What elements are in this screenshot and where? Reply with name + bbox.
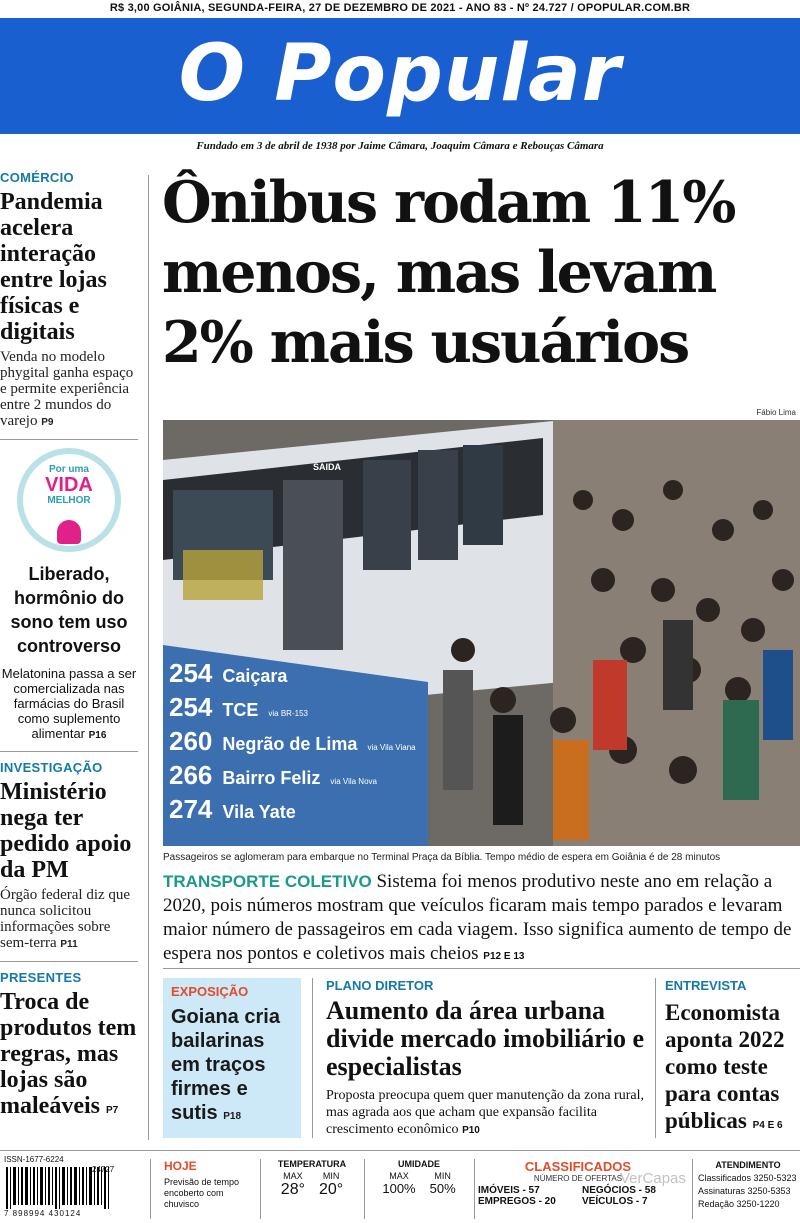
masthead	[0, 18, 800, 134]
classifieds-item: IMÓVEIS - 57	[478, 1185, 540, 1196]
story-headline: Pandemia acelera interação entre lojas físicas e digitais	[0, 189, 107, 345]
sign-line	[169, 658, 419, 692]
weather-label: HOJE	[164, 1159, 197, 1173]
badge-small-text: Por uma	[48, 464, 89, 475]
column-divider	[312, 978, 313, 1138]
story-headline: Liberado, hormônio do sono tem uso controverso	[10, 564, 128, 656]
column-divider	[655, 978, 656, 1138]
section-label: INVESTIGAÇÃO	[0, 760, 103, 775]
lead-story[interactable]	[163, 870, 800, 969]
section-label: PLANO DIRETOR	[326, 978, 434, 993]
route-destination: Vila Yate	[222, 802, 296, 822]
min-humidity: 50%	[429, 1181, 456, 1196]
lead-photo[interactable]	[163, 420, 800, 846]
service-contacts	[698, 1159, 798, 1211]
issn: ISSN-1677-6224	[4, 1155, 64, 1164]
route-destination: Negrão de Lima	[222, 734, 358, 754]
page-ref: P12 E 13	[483, 951, 525, 962]
min-temp: 20°	[319, 1181, 344, 1198]
story-headline: Troca de produtos tem regras, mas lojas são maleáveis P7	[0, 989, 137, 1119]
story-dek: Venda no modelo phygital ganha espaço e permite experiência entre 2 mundos do varejo P9	[0, 349, 134, 429]
route-destination: Caiçara	[222, 666, 288, 686]
story-investigacao[interactable]	[0, 760, 138, 953]
route-number: 260	[169, 726, 213, 756]
divider	[364, 1159, 365, 1219]
divider	[474, 1159, 475, 1219]
temperature-panel	[264, 1159, 360, 1199]
weather-forecast: Previsão de tempo encoberto com chuvisco	[164, 1177, 240, 1209]
badge-big-text: VIDA	[45, 474, 93, 496]
page-ref: P18	[223, 1111, 242, 1122]
sign-line	[169, 692, 419, 726]
divider	[0, 961, 138, 962]
route-number: 254	[169, 692, 213, 722]
edition-line: R$ 3,00 GOIÂNIA, SEGUNDA-FEIRA, 27 DE DEZEMBRO DE 2021 - ANO 83 - Nº 24.727 / OPOPULAR.COM.BR	[109, 2, 691, 14]
max-temp: 28°	[280, 1181, 305, 1198]
classifieds-label: CLASSIFICADOS	[524, 1159, 632, 1174]
person-icon	[57, 520, 81, 544]
story-plano-diretor[interactable]	[326, 978, 646, 1138]
section-label: EXPOSIÇÃO	[171, 984, 249, 999]
classifieds-item: EMPREGOS - 20	[478, 1196, 556, 1207]
bus-saida-label: SAIDA	[313, 462, 342, 472]
classifieds-sub: NÚMERO DE OFERTAS	[533, 1174, 623, 1183]
story-headline: Ministério nega ter pedido apoio da PM	[0, 779, 132, 883]
page-ref: P11	[60, 939, 78, 950]
service-label: ATENDIMENTO	[715, 1160, 781, 1170]
section-label: PRESENTES	[0, 970, 82, 985]
barcode-issue-number: 24727	[92, 1165, 115, 1174]
max-humidity: 100%	[382, 1181, 416, 1196]
temperature-label: TEMPERATURA	[277, 1159, 347, 1169]
destination-sign	[169, 658, 419, 828]
divider	[692, 1159, 693, 1219]
badge-sub-text: MELHOR	[47, 495, 91, 506]
divider	[150, 1159, 151, 1219]
sign-line	[169, 794, 419, 828]
watermark: VerCapas	[620, 1170, 686, 1187]
photo-caption: Passageiros se aglomeram para embarque no Terminal Praça da Bíblia. Tempo médio de espera em Goiânia é de 28 minutos	[163, 852, 721, 863]
story-headline: Aumento da área urbana divide mercado imobiliário e especialistas	[326, 996, 644, 1081]
divider	[163, 968, 800, 969]
route-number: 274	[169, 794, 213, 824]
max-label: MAX	[283, 1171, 303, 1181]
classifieds-item: NEGÓCIOS - 58	[582, 1185, 656, 1196]
story-comercio[interactable]	[0, 170, 138, 431]
lead-kicker: TRANSPORTE COLETIVO	[163, 872, 372, 891]
barcode-number: 7 898994 430124	[4, 1209, 82, 1218]
contact-line: Classificados 3250-5323	[698, 1173, 797, 1183]
story-entrevista[interactable]	[665, 978, 800, 1138]
story-dek: Melatonina passa a ser comercializada nas farmácias do Brasil como suplemento alimentar P16	[1, 666, 137, 741]
humidity-label: UMIDADE	[398, 1159, 440, 1169]
founded-line: Fundado em 3 de abril de 1938 por Jaime Câmara, Joaquim Câmara e Rebouças Câmara	[196, 140, 604, 152]
story-headline: Goiana cria bailarinas em traços firmes e sutis P18	[171, 1006, 280, 1124]
lead-text: Sistema foi menos produtivo neste ano em relação a 2020, pois números mostram que veículos ficaram mais tempo parados e levaram maior número de passageiros em cada viagem. Isso significa aumento de tempo de espera nos pontos e coletivos mais cheios	[163, 871, 792, 964]
vida-melhor-badge	[17, 448, 121, 552]
divider	[260, 1159, 261, 1219]
route-destination: Bairro Feliz	[222, 768, 321, 788]
humidity-panel	[366, 1159, 472, 1196]
page-ref: P7	[105, 1105, 119, 1116]
story-vida[interactable]	[0, 448, 138, 743]
story-dek: Órgão federal diz que nunca solicitou informações sobre sem-terra P11	[0, 887, 131, 951]
photo-credit: Fábio Lima	[756, 408, 796, 417]
route-via: via Vila Viana	[367, 743, 416, 752]
page-ref: P16	[88, 730, 107, 741]
min-label: MIN	[322, 1171, 340, 1181]
route-via: via Vila Nova	[330, 777, 377, 786]
max-label: MAX	[389, 1171, 409, 1181]
main-headline[interactable]: Ônibus rodam 11% menos, mas levam 2% mais usuários	[162, 169, 735, 376]
classifieds-item: VEÍCULOS - 7	[582, 1196, 648, 1207]
sign-line	[169, 726, 419, 760]
min-label: MIN	[434, 1171, 451, 1181]
route-destination: TCE	[222, 700, 259, 720]
newspaper-logo[interactable]: O Popular	[178, 29, 622, 119]
story-presentes[interactable]	[0, 970, 138, 1124]
left-sidebar	[0, 170, 138, 1142]
contact-line: Assinaturas 3250-5353	[698, 1186, 791, 1196]
contact-line: Redação 3250-1220	[698, 1199, 780, 1209]
section-label: COMÉRCIO	[0, 170, 74, 185]
column-divider	[148, 175, 149, 1140]
story-dek: Proposta preocupa quem quer manutenção da zona rural, mas agrada aos que acham que expansão facilita crescimento econômico P10	[326, 1088, 644, 1137]
weather-today	[164, 1159, 254, 1210]
page-ref: P4 E 6	[752, 1120, 783, 1131]
route-via: via BR-153	[268, 709, 308, 718]
story-headline: Economista aponta 2022 como teste para contas públicas P4 E 6	[665, 1000, 785, 1133]
page-ref: P10	[462, 1125, 480, 1136]
section-label: ENTREVISTA	[665, 978, 747, 993]
story-exposicao[interactable]	[163, 978, 301, 1138]
divider	[0, 751, 138, 752]
route-number: 254	[169, 658, 213, 688]
route-number: 266	[169, 760, 213, 790]
divider	[0, 439, 138, 440]
page-ref: P9	[41, 417, 54, 428]
sign-line	[169, 760, 419, 794]
